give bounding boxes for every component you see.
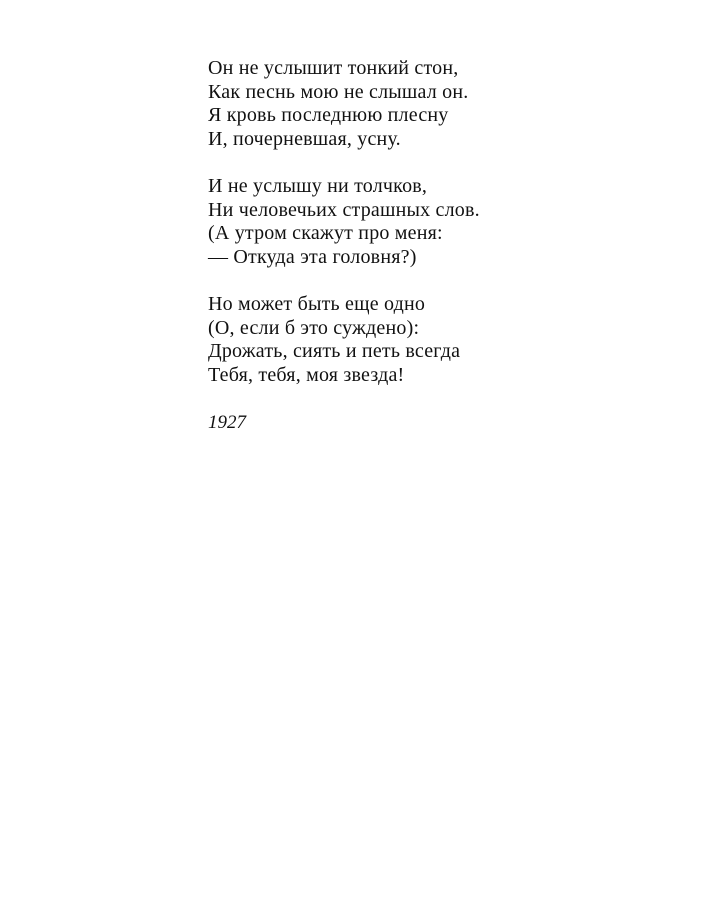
poem-line: Тебя, тебя, моя звезда!	[208, 363, 405, 386]
poem-line: Я кровь последнюю плесну	[208, 104, 449, 126]
stanza-3	[208, 293, 668, 387]
poem-line: Ни человечьих страшных слов.	[208, 198, 480, 221]
poem-line: И, почерневшая, усну.	[208, 127, 401, 150]
poem-line: И не услышу ни толчков,	[208, 175, 428, 197]
poem-line: Дрожать, сиять и петь всегда	[208, 340, 461, 362]
poem-line: Как песнь мою не слышал он.	[208, 80, 469, 103]
poem-page	[208, 57, 668, 434]
stanza-1	[208, 57, 668, 151]
poem-year: 1927	[208, 412, 246, 433]
poem-line: Он не услышит тонкий стон,	[208, 57, 459, 79]
poem-line: (А утром скажут про меня:	[208, 222, 443, 244]
stanza-2	[208, 175, 668, 269]
poem-line: Но может быть еще одно	[208, 293, 426, 315]
poem-line: — Откуда эта головня?)	[208, 245, 417, 268]
poem-line: (О, если б это суждено):	[208, 316, 420, 339]
